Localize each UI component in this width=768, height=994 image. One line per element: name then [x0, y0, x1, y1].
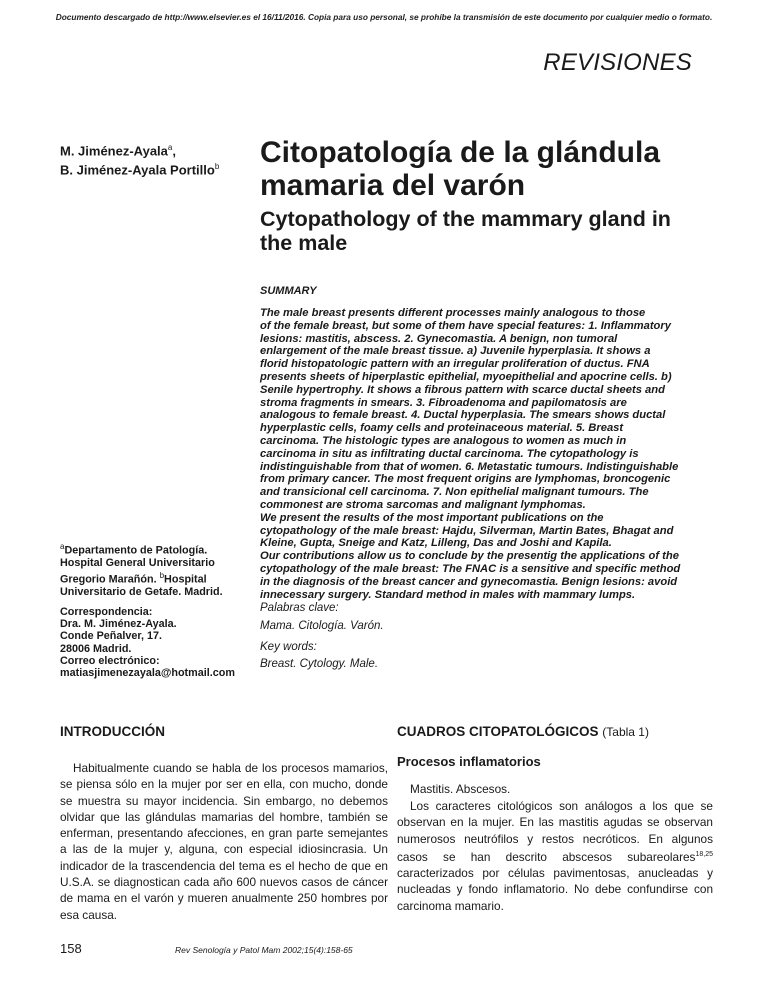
affil-mark-a: a	[60, 542, 65, 551]
procesos-body	[397, 798, 713, 914]
procesos-body-part1: Los caracteres citológicos son análogos a los que se observan en la mujer. En las mastitis agudas se observan numerosos neutrófilos y restos necróticos. En algunos casos se han descrito abscesos subareolares	[397, 799, 713, 864]
introduccion-body: Habitualmente cuando se habla de los procesos mamarios, se piensa sólo en la mujer por ser en ella, con mucho, donde se muestra su mayor incidencia. Sin embargo, no debemos olvidar que las glándulas mamarias del hombre, también se enferman, presentando afecciones, en gran parte semejantes a las de la mujer y, alguna, con especial idiosincrasia. Un indicador de la trascendencia del tema es el hecho de que en U.S.A. se diagnostican cada año 600 nuevos casos de cáncer de mama en el varón y mueren anualmente 250 hombres por esa causa.	[60, 761, 388, 922]
author-1-name: M. Jiménez-Ayala	[60, 143, 168, 159]
cuadros-heading-text: CUADROS CITOPATOLÓGICOS	[397, 724, 599, 739]
authors-block	[60, 140, 250, 178]
author-2	[60, 159, 250, 178]
title-spanish: Citopatología de la glándula mamaria del varón	[260, 136, 661, 202]
correspondence-street: Conde Peñalver, 17.	[60, 630, 163, 643]
summary-body: The male breast presents different processes mainly analogous to those of the female breast, but some of them have special features: 1. Inflammatory lesions: mastitis, abscess. 2. Gynecomastia. A benign, non tumoral enlargement of the male breast tissue. a) Juvenile hyperplasia. It shows a florid histopatologic pattern with an irregular proliferation of ductus. FNA presents sheets of hiperplastic epithelial, myoepithelial and apocrine cells. b) Senile hypertrophy. It shows a fibrous pattern with scarce ductal sheets and stroma fragments in smears. 3. Fibroadenoma and papilomatosis are analogous to female breast. 4. Ductal hyperplasia. The smears shows ductal hyperplastic cells, foamy cells and proteinaceous material. 5. Breast carcinoma. The histologic types are analogous to women as much in carcinoma in situ as infiltrating ductal carcinoma. The cytopathology is indistinguishable from that of women. 6. Metastatic tumours. Indistinguishable from primary cancer. The most frequent origins are lymphomas, broncogenic and transicional cell carcinoma. 7. Non epithelial malignant tumours. The commonest are stroma sarcomas and malignant lymphomas. We present the results of the most important publications on the cytopathology of the male breast: Hajdu, Silverman, Martin Bates, Bhagat and Kleine, Gupta, Sneige and Katz, Lilleng, Das and Joshi and Kapila. Our contributions allow us to conclude by the presentig the applications of the cytopathology of the male breast: The FNAC is a sensitive and specific method in the diagnosis of the breast cancer and gynecomastia. Benign lesions: avoid innecessary surgery. Standard method in males with mammary lumps.	[260, 307, 681, 601]
affiliations	[60, 541, 250, 599]
procesos-body-part2: caracterizados por células pavimentosas, anucleadas y nucleadas y fondo inflamatorio. No debe confundirse con carcinoma mamario.	[397, 866, 713, 913]
author-1: M. Jiménez-Ayala$^a$,	[60, 143, 176, 159]
cuadros-heading	[397, 724, 649, 739]
page-number: 158	[60, 941, 82, 956]
author-2-name: B. Jiménez-Ayala Portillo	[60, 162, 215, 178]
mastitis-line: Mastitis. Abscesos.	[410, 782, 511, 796]
section-label: REVISIONES	[543, 49, 692, 76]
correspondence-label: Correspondencia:	[60, 606, 153, 618]
table-reference: (Tabla 1)	[602, 725, 649, 739]
affil-mark-b: b	[159, 570, 165, 580]
keywords-es-values: Mama. Citología. Varón.	[260, 620, 384, 632]
correspondence-name: Dra. M. Jiménez-Ayala.	[60, 618, 177, 631]
title-english: Cytopathology of the mammary gland in the male	[260, 207, 671, 255]
keywords-es-label: Palabras clave:	[260, 602, 339, 614]
download-notice: Documento descargado de http://www.elsevier.es el 16/11/2016. Copia para uso personal, se prohíbe la transmisión de este documento por cualquier medio o formato.	[55, 12, 713, 22]
citation-marker: 18,25	[695, 850, 713, 858]
author-2-affil-mark: b	[214, 161, 220, 171]
author-1-affil-mark: a	[167, 143, 173, 152]
affil-text-a: Departamento de Patología. Hospital General Universitario Gregorio Marañón.	[60, 544, 215, 586]
procesos-inflamatorios-heading: Procesos inflamatorios	[397, 754, 541, 769]
affil-text-b: Hospital Universitario de Getafe. Madrid.	[60, 573, 223, 598]
introduccion-heading: INTRODUCCIÓN	[60, 724, 165, 739]
summary-heading: SUMMARY	[260, 285, 317, 297]
keywords-en-label: Key words:	[260, 641, 317, 653]
journal-reference: Rev Senología y Patol Mam 2002;15(4):158-65	[175, 945, 353, 955]
correspondence	[60, 606, 260, 679]
keywords-en-values: Breast. Cytology. Male.	[260, 658, 379, 670]
correspondence-email: matiasjimenezayala@hotmail.com	[60, 667, 235, 680]
correspondence-city: 28006 Madrid.	[60, 642, 132, 655]
correspondence-email-label: Correo electrónico:	[60, 654, 160, 667]
